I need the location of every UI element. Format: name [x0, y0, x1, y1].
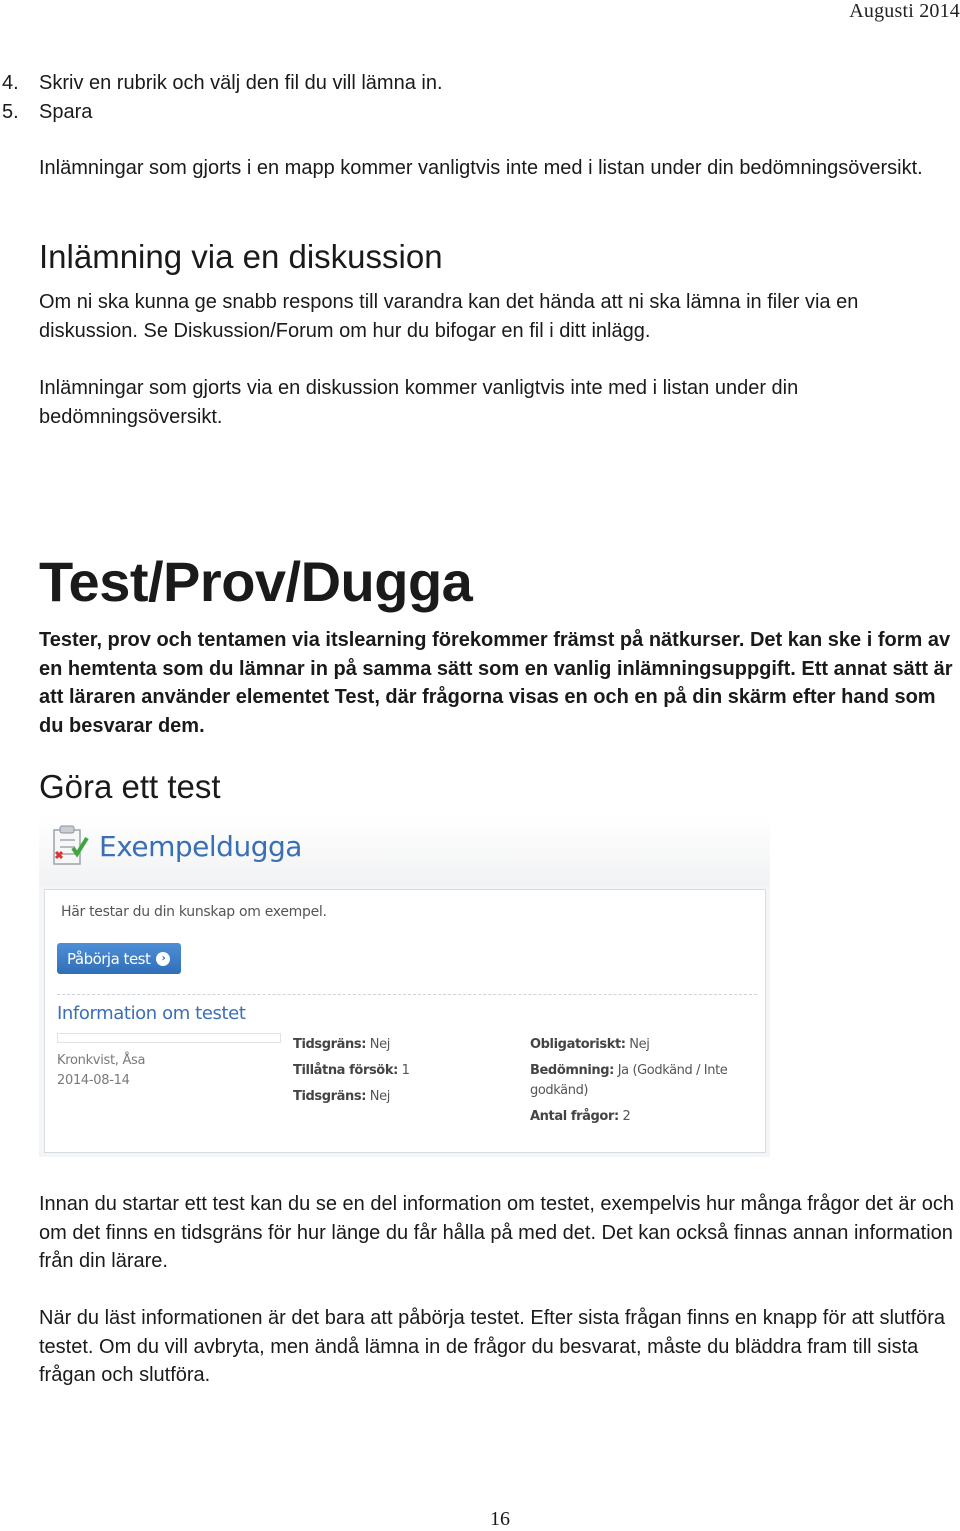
- screenshot-title-bar: [39, 816, 770, 886]
- screenshot-panel: [44, 889, 766, 1153]
- screenshot-title: Exempeldugga: [99, 830, 302, 863]
- paragraph-info: Innan du startar ett test kan du se en del information om testet, exempelvis hur många frågor det är och om det finns en tidsgräns för hur länge du får hålla på med det. Det kan också finnas annan information från din lärare.: [39, 1193, 954, 1272]
- field-antal-fragor: [530, 1107, 630, 1127]
- field-obligatoriskt: [530, 1035, 649, 1055]
- field-value: Nej: [369, 1037, 390, 1052]
- heading-discussion: Inlämning via en diskussion: [39, 238, 443, 275]
- author-date: 2014-08-14: [57, 1073, 130, 1088]
- list-number: 4.: [2, 72, 19, 94]
- start-test-button[interactable]: [57, 943, 181, 974]
- field-tidsgrans-2: [293, 1087, 390, 1107]
- header-date: Augusti 2014: [849, 0, 960, 22]
- author-info: [57, 1051, 145, 1091]
- field-label: Antal frågor:: [530, 1109, 619, 1124]
- test-description: Här testar du din kunskap om exempel.: [61, 904, 327, 920]
- info-title: Information om testet: [57, 1003, 246, 1024]
- list-text: Spara: [39, 100, 93, 123]
- paragraph-folder: Inlämningar som gjorts i en mapp kommer vanligtvis inte med i listan under din bedömningsöversikt.: [39, 157, 923, 179]
- heading-gora-test: Göra ett test: [39, 768, 221, 805]
- field-label: Bedömning:: [530, 1063, 614, 1078]
- field-value: Nej: [629, 1037, 650, 1052]
- field-value: Nej: [369, 1089, 390, 1104]
- heading-test: Test/Prov/Dugga: [39, 550, 473, 613]
- field-value: Ja (Godkänd / Inte: [617, 1063, 728, 1078]
- field-tidsgrans: [293, 1035, 390, 1055]
- paragraph-discussion-2: Inlämningar som gjorts via en diskussion kommer vanligtvis inte med i listan under din bedömningsöversikt.: [39, 377, 799, 428]
- paragraph-finish: När du läst informationen är det bara att påbörja testet. Efter sista frågan finns en knapp för att slutföra testet. Om du vill avbryta, men ändå lämna in de frågor du besvarat, måste du bläddra fram till sista frågan och slutföra.: [39, 1307, 946, 1386]
- field-label: Tidsgräns:: [293, 1089, 367, 1104]
- field-label: Tidsgräns:: [293, 1037, 367, 1052]
- field-tillatna-forsok: [293, 1061, 410, 1081]
- chevron-right-icon: ›: [156, 952, 170, 966]
- list-text: Skriv en rubrik och välj den fil du vill lämna in.: [39, 72, 443, 94]
- field-value: 2: [622, 1109, 631, 1124]
- start-test-label: Påbörja test: [67, 949, 151, 968]
- paragraph-discussion-1: Om ni ska kunna ge snabb respons till varandra kan det hända att ni ska lämna in filer via en diskussion. Se Diskussion/Forum om hur du bifogar en fil i ditt inlägg.: [39, 291, 859, 342]
- field-value: 1: [401, 1063, 410, 1078]
- page-number: 16: [490, 1508, 510, 1530]
- divider: [57, 994, 757, 995]
- test-icon: [51, 824, 91, 870]
- field-label: Obligatoriskt:: [530, 1037, 626, 1052]
- field-bedomning: [530, 1061, 727, 1081]
- paragraph-test-intro: Tester, prov och tentamen via itslearning förekommer främst på nätkurser. Det kan ske i form av en hemtenta som du lämnar in på samma sätt som en vanlig inlämningsuppgift. Ett annat sätt är att läraren använder elementet Test, där frågorna visas en och en på din skärm efter hand som du besvarar dem.: [39, 629, 953, 737]
- info-underline: [57, 1033, 281, 1043]
- author-name: Kronkvist, Åsa: [57, 1053, 146, 1068]
- test-screenshot: [39, 816, 770, 1157]
- field-label: Tillåtna försök:: [293, 1063, 398, 1078]
- field-bedomning-cont: godkänd): [530, 1083, 589, 1098]
- list-number: 5.: [2, 100, 19, 123]
